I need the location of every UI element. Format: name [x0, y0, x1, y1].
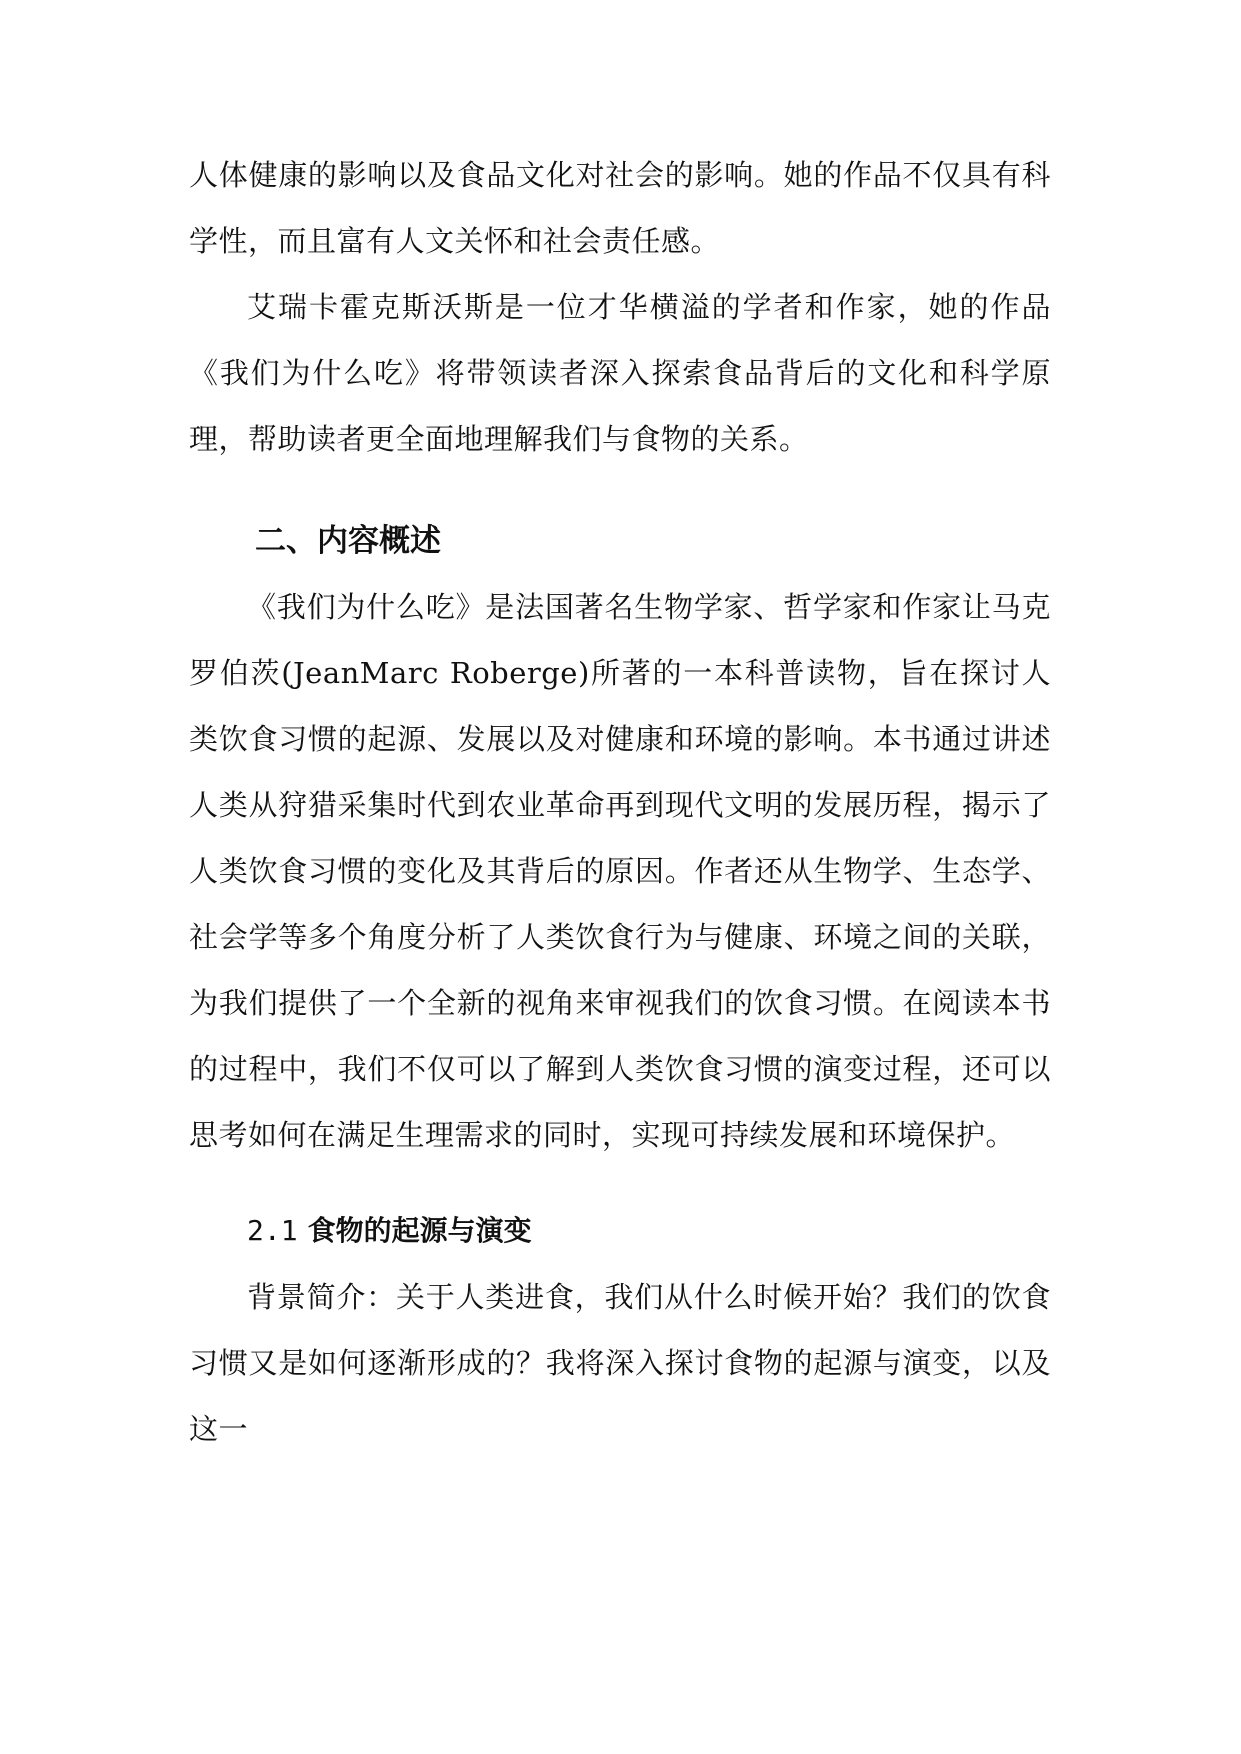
- section-heading-content-overview: 二、内容概述: [255, 523, 441, 559]
- document-body: [189, 142, 1051, 1462]
- subsection-number: 2.1: [247, 1214, 298, 1247]
- paragraph-author-intro: 艾瑞卡霍克斯沃斯是一位才华横溢的学者和作家，她的作品《我们为什么吃》将带领读者深入探索食品背后的文化和科学原理，帮助读者更全面地理解我们与食物的关系。: [189, 290, 1051, 456]
- subsection-title: 食物的起源与演变: [307, 1214, 532, 1247]
- paragraph-content-overview: 《我们为什么吃》是法国著名生物学家、哲学家和作家让马克罗伯茨(JeanMarc Roberge)所著的一本科普读物，旨在探讨人类饮食习惯的起源、发展以及对健康和环境的影响。本书通过讲述人类从狩猎采集时代到农业革命再到现代文明的发展历程，揭示了人类饮食习惯的变化及其背后的原因。作者还从生物学、生态学、社会学等多个角度分析了人类饮食行为与健康、环境之间的关联，为我们提供了一个全新的视角来审视我们的饮食习惯。在阅读本书的过程中，我们不仅可以了解到人类饮食习惯的演变过程，还可以思考如何在满足生理需求的同时，实现可持续发展和环境保护。: [189, 590, 1051, 1152]
- paragraph-background: 背景简介：关于人类进食，我们从什么时候开始？我们的饮食习惯又是如何逐渐形成的？我将深入探讨食物的起源与演变，以及这一: [189, 1280, 1051, 1446]
- paragraph-continuation: 人体健康的影响以及食品文化对社会的影响。她的作品不仅具有科学性，而且富有人文关怀和社会责任感。: [189, 158, 1051, 258]
- subsection-heading-food-origin: [247, 1198, 1051, 1264]
